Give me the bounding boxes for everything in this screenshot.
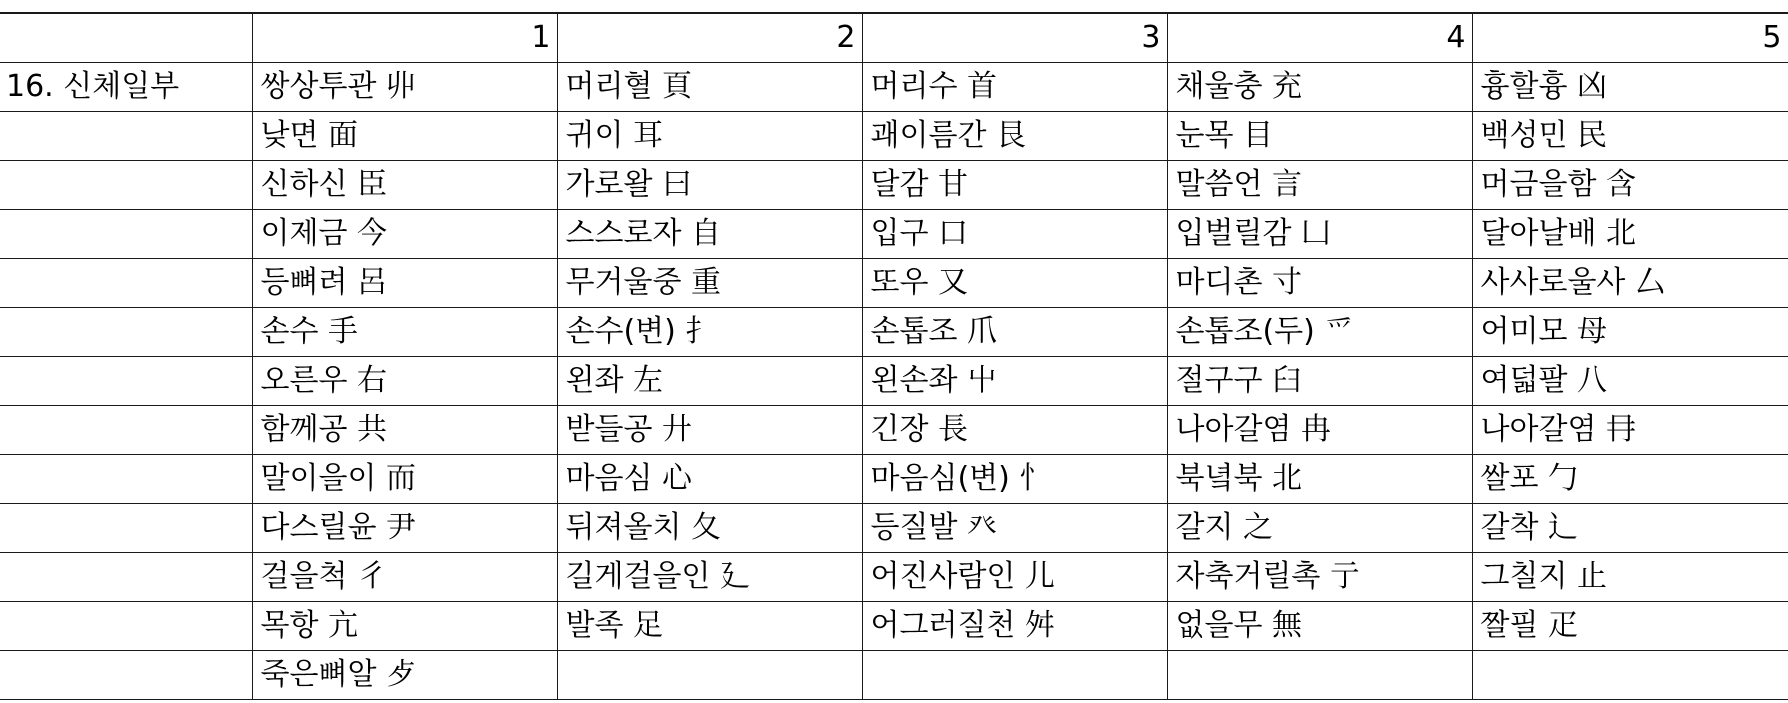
character-cell[interactable]: 마음심(변) 忄 xyxy=(862,455,1167,504)
character-cell[interactable]: 말이을이 而 xyxy=(252,455,557,504)
character-cell[interactable]: 어진사람인 儿 xyxy=(862,553,1167,602)
character-cell[interactable]: 나아갈염 冉 xyxy=(1167,406,1472,455)
character-cell[interactable]: 죽은뼈알 歺 xyxy=(252,651,557,700)
character-cell[interactable]: 긴장 長 xyxy=(862,406,1167,455)
character-cell[interactable]: 무거울중 重 xyxy=(557,259,862,308)
character-cell[interactable]: 없을무 無 xyxy=(1167,602,1472,651)
character-cell[interactable]: 쌀포 勹 xyxy=(1472,455,1788,504)
character-cell[interactable]: 등뼈려 呂 xyxy=(252,259,557,308)
table-row xyxy=(0,308,1788,357)
character-cell[interactable]: 그칠지 止 xyxy=(1472,553,1788,602)
character-cell[interactable]: 왼좌 左 xyxy=(557,357,862,406)
character-cell[interactable]: 갈착 辶 xyxy=(1472,504,1788,553)
category-cell[interactable] xyxy=(0,406,252,455)
table-row xyxy=(0,161,1788,210)
table-row xyxy=(0,259,1788,308)
character-cell[interactable] xyxy=(557,651,862,700)
character-cell[interactable]: 손수(변) 扌 xyxy=(557,308,862,357)
character-cell[interactable]: 마음심 心 xyxy=(557,455,862,504)
character-cell[interactable]: 머리혈 頁 xyxy=(557,63,862,112)
category-cell[interactable] xyxy=(0,357,252,406)
header-cell-3[interactable]: 3 xyxy=(862,13,1167,63)
character-cell[interactable]: 머금을함 含 xyxy=(1472,161,1788,210)
header-cell-1[interactable]: 1 xyxy=(252,13,557,63)
character-cell[interactable]: 걸을척 彳 xyxy=(252,553,557,602)
character-cell[interactable]: 뒤져올치 夂 xyxy=(557,504,862,553)
character-cell[interactable]: 받들공 廾 xyxy=(557,406,862,455)
character-cell[interactable]: 길게걸을인 廴 xyxy=(557,553,862,602)
character-cell[interactable]: 함께공 共 xyxy=(252,406,557,455)
character-cell[interactable]: 발족 足 xyxy=(557,602,862,651)
grid-body xyxy=(0,13,1788,700)
category-cell[interactable] xyxy=(0,210,252,259)
category-cell[interactable] xyxy=(0,504,252,553)
header-cell-5[interactable]: 5 xyxy=(1472,13,1788,63)
category-cell[interactable] xyxy=(0,259,252,308)
character-cell[interactable] xyxy=(1472,651,1788,700)
header-cell-2[interactable]: 2 xyxy=(557,13,862,63)
character-cell[interactable]: 손톱조 爪 xyxy=(862,308,1167,357)
category-cell[interactable] xyxy=(0,308,252,357)
category-cell[interactable] xyxy=(0,651,252,700)
category-cell[interactable] xyxy=(0,455,252,504)
character-cell[interactable]: 나아갈염 冄 xyxy=(1472,406,1788,455)
character-cell[interactable]: 달아날배 北 xyxy=(1472,210,1788,259)
character-cell[interactable]: 흉할흉 凶 xyxy=(1472,63,1788,112)
character-cell[interactable]: 말씀언 言 xyxy=(1167,161,1472,210)
character-cell[interactable]: 가로왈 曰 xyxy=(557,161,862,210)
character-cell[interactable]: 절구구 臼 xyxy=(1167,357,1472,406)
character-cell[interactable]: 목항 亢 xyxy=(252,602,557,651)
character-cell[interactable]: 어미모 母 xyxy=(1472,308,1788,357)
character-cell[interactable]: 짤필 疋 xyxy=(1472,602,1788,651)
character-cell[interactable]: 마디촌 寸 xyxy=(1167,259,1472,308)
table-row xyxy=(0,210,1788,259)
character-cell[interactable]: 쌍상투관 丱 xyxy=(252,63,557,112)
character-cell[interactable]: 사사로울사 厶 xyxy=(1472,259,1788,308)
character-cell[interactable]: 갈지 之 xyxy=(1167,504,1472,553)
header-row xyxy=(0,13,1788,63)
category-cell[interactable] xyxy=(0,553,252,602)
character-cell[interactable]: 이제금 今 xyxy=(252,210,557,259)
character-cell[interactable] xyxy=(1167,651,1472,700)
character-cell[interactable]: 북녘북 北 xyxy=(1167,455,1472,504)
character-cell[interactable]: 입구 口 xyxy=(862,210,1167,259)
character-cell[interactable]: 눈목 目 xyxy=(1167,112,1472,161)
character-cell[interactable]: 또우 又 xyxy=(862,259,1167,308)
table-row xyxy=(0,63,1788,112)
character-cell[interactable]: 왼손좌 屮 xyxy=(862,357,1167,406)
table-row xyxy=(0,553,1788,602)
category-cell[interactable] xyxy=(0,161,252,210)
character-cell[interactable]: 달감 甘 xyxy=(862,161,1167,210)
character-cell[interactable]: 오른우 右 xyxy=(252,357,557,406)
category-cell[interactable] xyxy=(0,112,252,161)
character-cell[interactable]: 다스릴윤 尹 xyxy=(252,504,557,553)
character-cell[interactable]: 스스로자 自 xyxy=(557,210,862,259)
character-cell[interactable]: 귀이 耳 xyxy=(557,112,862,161)
character-cell[interactable]: 괘이름간 艮 xyxy=(862,112,1167,161)
character-cell[interactable]: 신하신 臣 xyxy=(252,161,557,210)
character-cell[interactable]: 어그러질천 舛 xyxy=(862,602,1167,651)
table-row xyxy=(0,504,1788,553)
spreadsheet-grid xyxy=(0,12,1788,700)
category-cell[interactable] xyxy=(0,602,252,651)
category-cell[interactable]: 16. 신체일부 xyxy=(0,63,252,112)
header-cell[interactable] xyxy=(0,13,252,63)
character-cell[interactable]: 입벌릴감 凵 xyxy=(1167,210,1472,259)
character-cell[interactable]: 등질발 癶 xyxy=(862,504,1167,553)
character-cell[interactable]: 손톱조(두) 爫 xyxy=(1167,308,1472,357)
table-row xyxy=(0,406,1788,455)
header-cell-4[interactable]: 4 xyxy=(1167,13,1472,63)
character-cell[interactable]: 백성민 民 xyxy=(1472,112,1788,161)
table-row xyxy=(0,651,1788,700)
character-cell[interactable]: 여덟팔 八 xyxy=(1472,357,1788,406)
character-cell[interactable]: 낮면 面 xyxy=(252,112,557,161)
character-cell[interactable]: 자축거릴촉 亍 xyxy=(1167,553,1472,602)
character-cell[interactable]: 손수 手 xyxy=(252,308,557,357)
table-row xyxy=(0,602,1788,651)
character-cell[interactable]: 채울충 充 xyxy=(1167,63,1472,112)
character-cell[interactable] xyxy=(862,651,1167,700)
table-row xyxy=(0,112,1788,161)
table-row xyxy=(0,455,1788,504)
table-row xyxy=(0,357,1788,406)
character-cell[interactable]: 머리수 首 xyxy=(862,63,1167,112)
